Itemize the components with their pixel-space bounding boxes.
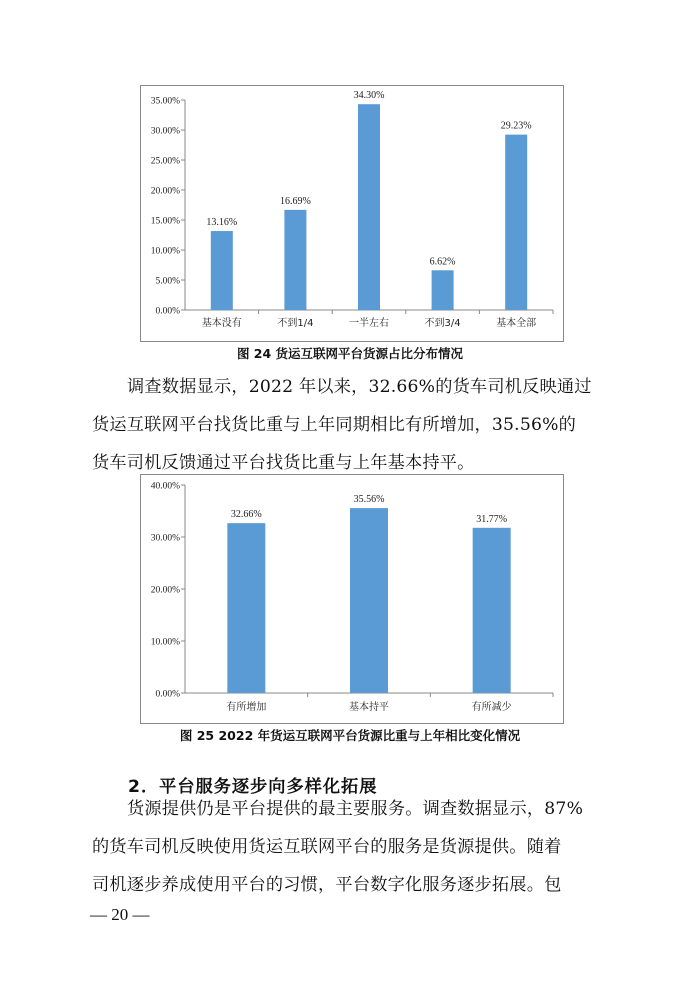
chart-25-frame [140,474,564,724]
y-tick-label: 0.00% [155,306,180,317]
y-tick-label: 25.00% [150,156,180,167]
category-label: 基本没有 [201,318,242,329]
paragraph-2-line: 货源提供仍是平台提供的最主要服务。调查数据显示，87% [127,799,584,819]
chart-25-caption: 图 25 2022 年货运互联网平台货源比重与上年相比变化情况 [179,728,521,743]
bar [284,210,306,310]
page-number: — 20 — [90,905,150,924]
chart-24-frame [140,85,564,342]
bar [432,270,454,310]
bar-value-label: 34.30% [353,90,385,102]
category-label: 不到1/4 [277,318,314,329]
category-label: 有所减少 [471,702,512,713]
y-tick-label: 0.00% [155,689,180,700]
bar [227,523,265,693]
bar [358,104,380,310]
paragraph-1-line: 货车司机反馈通过平台找货比重与上年基本持平。 [92,453,475,473]
bar [211,231,233,310]
bar-value-label: 16.69% [279,195,311,207]
paragraph-1-line: 货运互联网平台找货比重与上年同期相比有所增加，35.56%的 [92,415,577,435]
bar-value-label: 6.62% [429,256,456,268]
y-tick-label: 10.00% [150,246,180,257]
chart-24 [141,86,563,341]
bar-value-label: 29.23% [500,120,532,132]
y-tick-label: 20.00% [150,585,180,596]
chart-24-caption: 图 24 货运互联网平台货源占比分布情况 [236,346,464,361]
y-tick-label: 15.00% [150,216,180,227]
paragraph-2-line: 司机逐步养成使用平台的习惯，平台数字化服务逐步拓展。包 [92,875,562,895]
bar [473,528,511,693]
paragraph-2-line: 的货车司机反映使用货运互联网平台的服务是货源提供。随着 [92,837,562,857]
bar-value-label: 35.56% [353,494,385,506]
chart-25 [141,475,563,723]
section-heading: 2．平台服务逐步向多样化拓展 [128,777,378,797]
bar-value-label: 32.66% [230,509,262,521]
category-label: 有所增加 [226,702,267,713]
category-label: 不到3/4 [424,318,461,329]
bar-value-label: 13.16% [206,217,238,229]
bar-value-label: 31.77% [476,513,508,525]
bar [350,508,388,693]
category-label: 基本持平 [349,702,389,713]
y-tick-label: 40.00% [150,481,180,492]
y-tick-label: 10.00% [150,637,180,648]
y-tick-label: 35.00% [150,96,180,107]
paragraph-1-line: 调查数据显示，2022 年以来，32.66%的货车司机反映通过 [127,377,592,397]
y-tick-label: 5.00% [155,276,180,287]
paragraph-2 [92,790,612,904]
paragraph-1 [92,368,612,482]
category-label: 一半左右 [349,318,389,329]
y-tick-label: 20.00% [150,186,180,197]
y-tick-label: 30.00% [150,126,180,137]
category-label: 基本全部 [496,318,537,329]
y-tick-label: 30.00% [150,533,180,544]
bar [505,135,527,310]
